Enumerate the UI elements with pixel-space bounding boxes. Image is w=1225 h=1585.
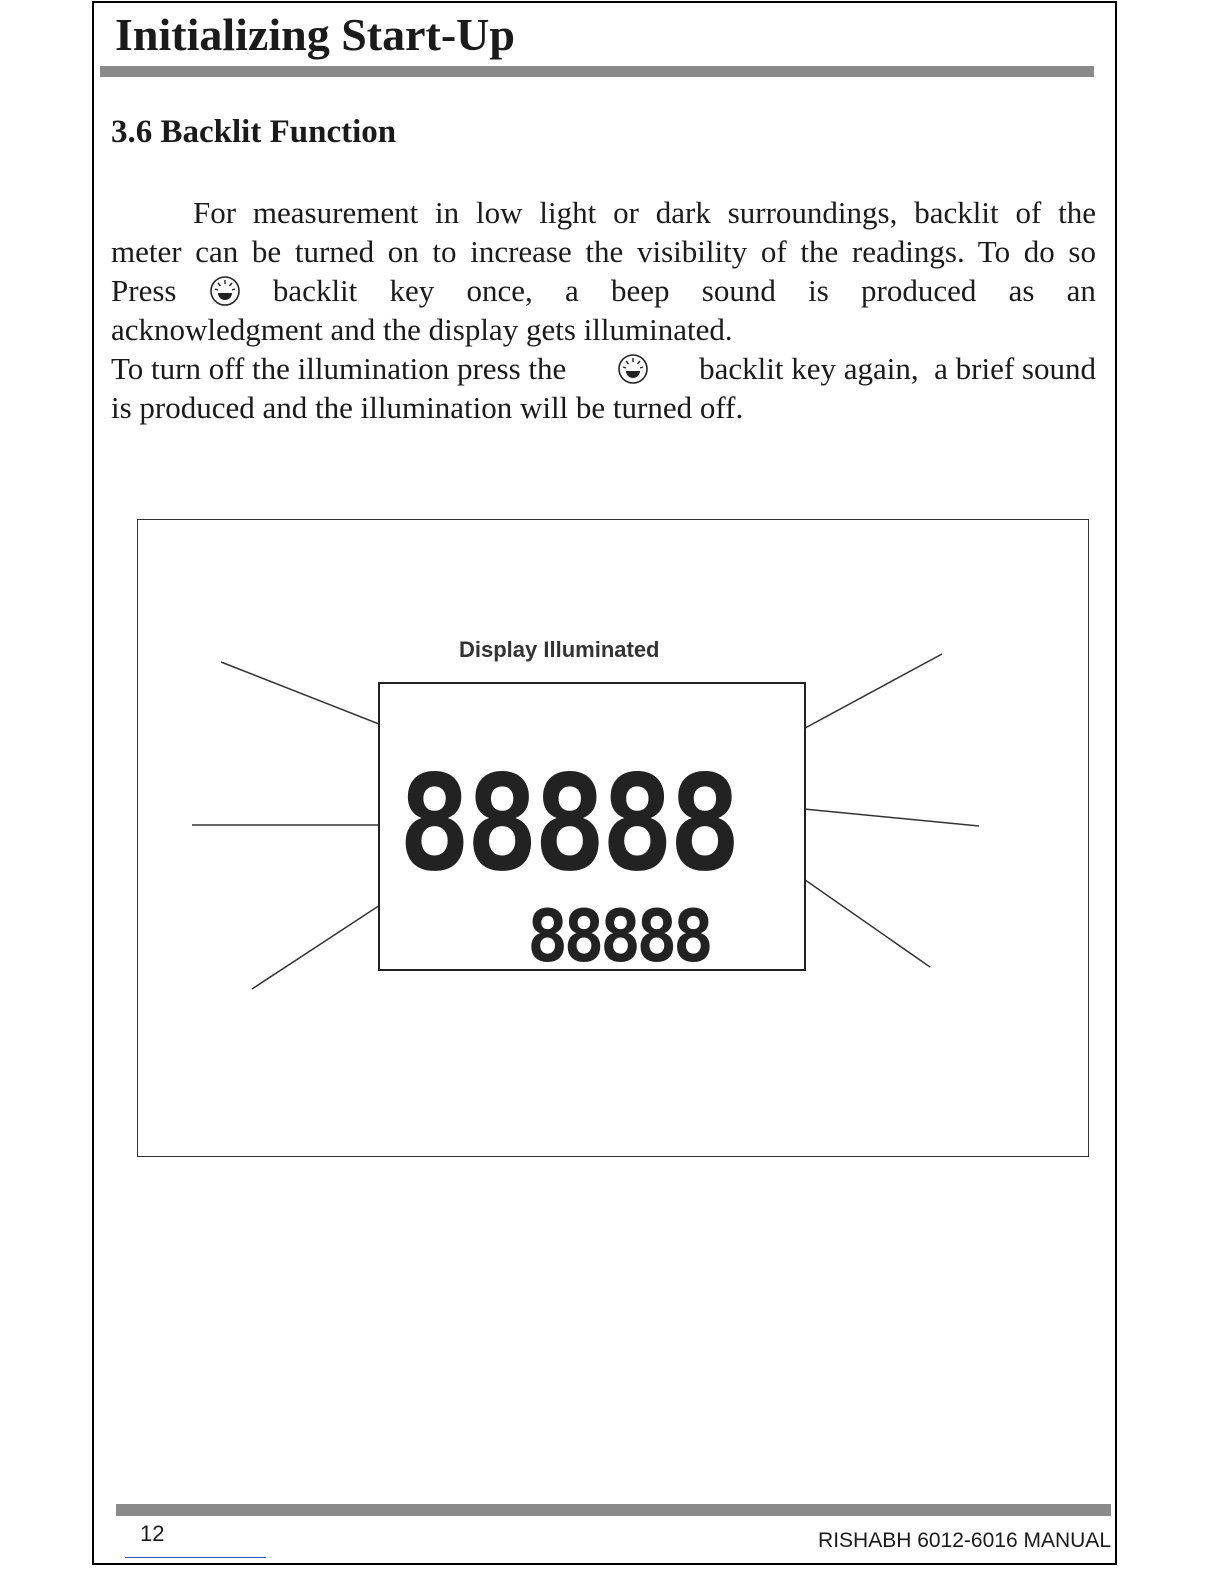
lcd-main-reading: 88888 bbox=[398, 747, 736, 901]
footer-manual-name: RISHABH 6012-6016 MANUAL bbox=[818, 1529, 1111, 1552]
page-title: Initializing Start-Up bbox=[115, 9, 515, 60]
figure-caption: Display Illuminated bbox=[459, 637, 660, 662]
word-as: as bbox=[1008, 273, 1035, 308]
word-produced: produced bbox=[861, 273, 977, 308]
paragraph-1-line-2: meter can be turned on to increase the visibility of the readings. To do so bbox=[111, 234, 1096, 269]
section-heading: 3.6 Backlit Function bbox=[111, 114, 397, 150]
word-backlit: backlit bbox=[272, 273, 358, 308]
page-number-underline bbox=[125, 1557, 266, 1558]
word-once: once, bbox=[466, 273, 533, 308]
page-number: 12 bbox=[140, 1521, 165, 1546]
footer-rule bbox=[116, 1504, 1111, 1516]
paragraph-2-line-2: is produced and the illumination will be turned off. bbox=[111, 390, 744, 425]
word-beep: beep bbox=[611, 273, 670, 308]
word-sound: sound bbox=[701, 273, 776, 308]
word-key: key bbox=[389, 273, 435, 308]
word-press: Press bbox=[111, 273, 177, 308]
paragraph-2-line-1-before: To turn off the illumination press the bbox=[111, 351, 567, 386]
paragraph-1-line-1-text: For measurement in low light or dark surroundings, backlit of the bbox=[193, 195, 1096, 230]
word-a: a bbox=[565, 273, 579, 308]
lcd-sub-reading: 88888 bbox=[527, 894, 710, 978]
word-is: is bbox=[808, 273, 829, 308]
paragraph-1-line-4: acknowledgment and the display gets illuminated. bbox=[111, 312, 733, 347]
paragraph-2-line-1-after: backlit key again, a brief sound bbox=[699, 351, 1096, 386]
word-an: an bbox=[1066, 273, 1096, 308]
